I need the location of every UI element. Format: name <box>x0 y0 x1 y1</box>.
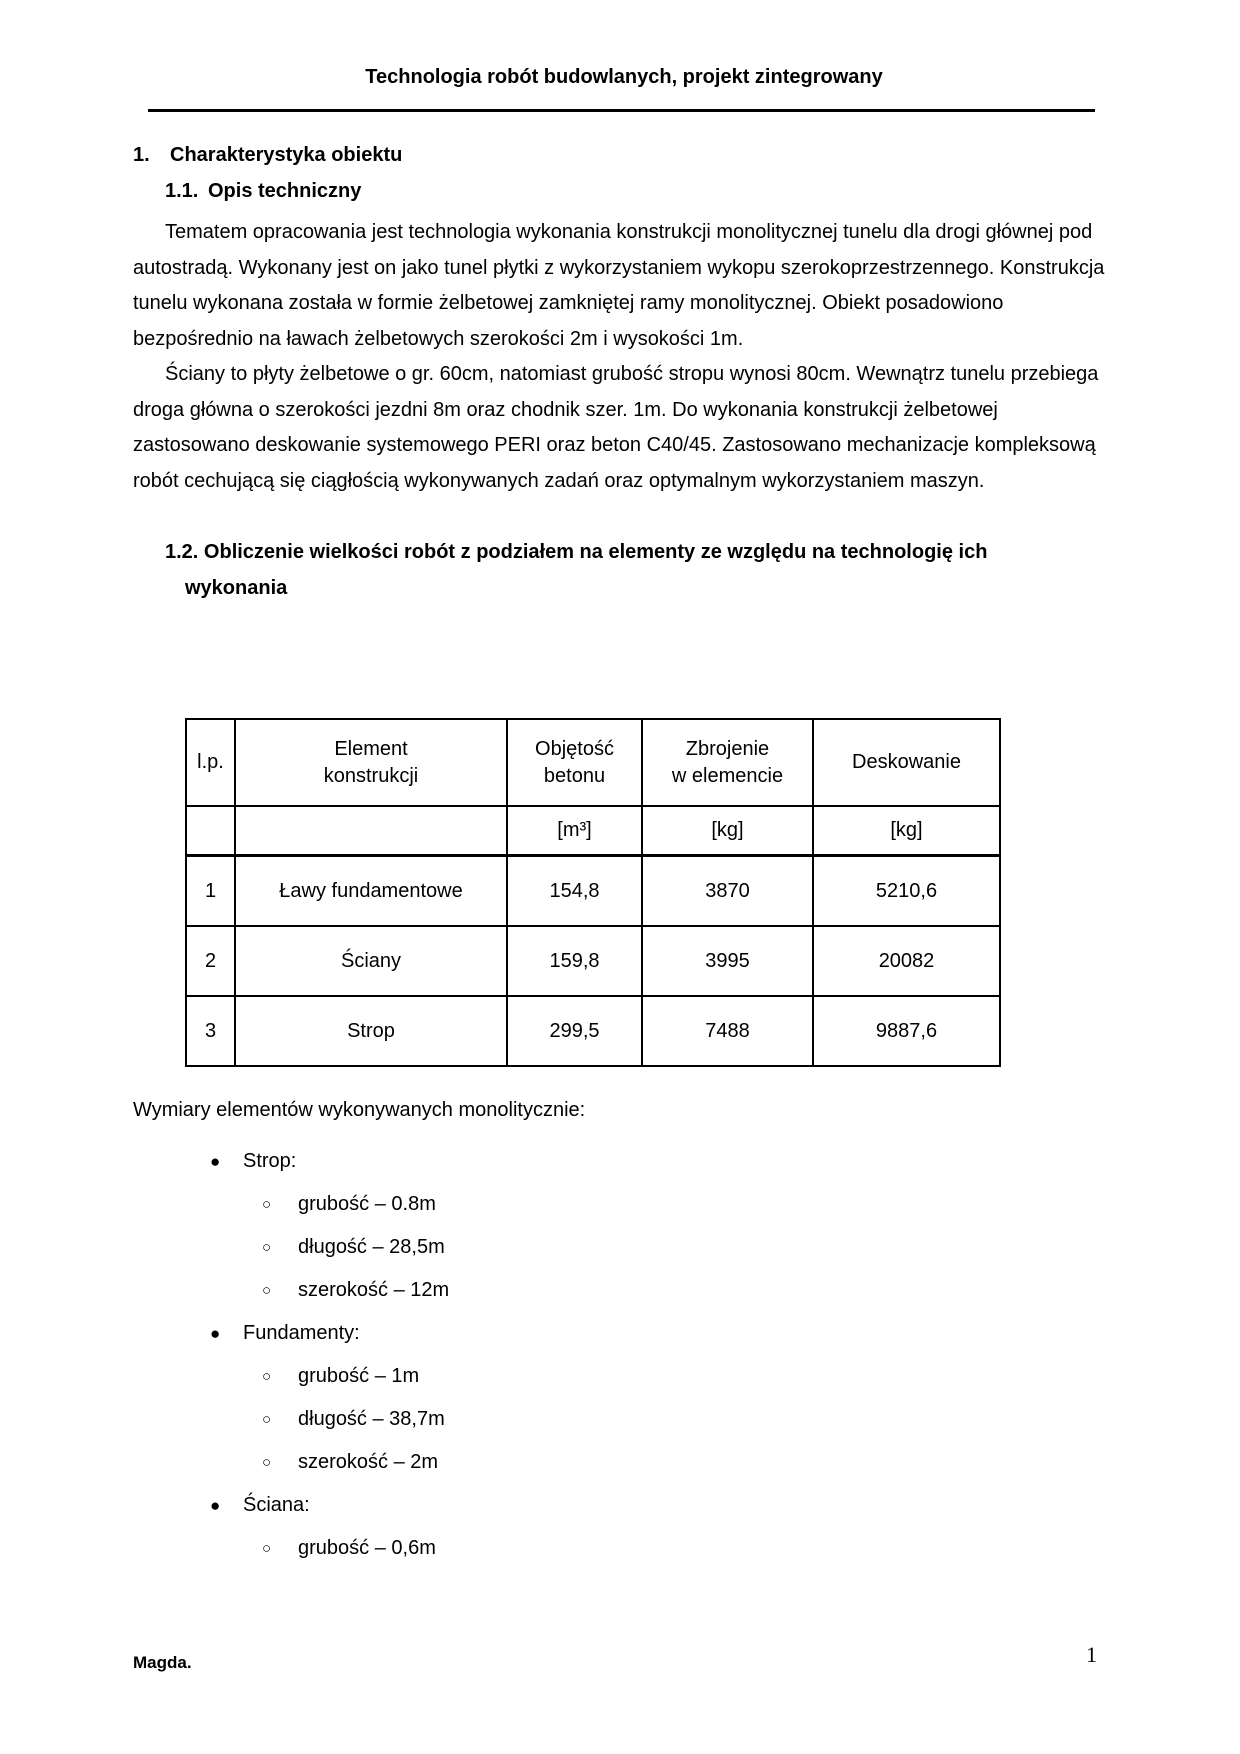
table-units-row <box>186 806 1000 856</box>
row-zbrojenie: 7488 <box>642 996 813 1066</box>
list-item <box>133 1527 1115 1570</box>
row-number: 3 <box>186 996 235 1066</box>
table-row <box>186 996 1000 1066</box>
section-1-heading <box>133 140 1115 170</box>
list-item-label: długość – 38,7m <box>298 1408 445 1430</box>
footer-author: Magda. <box>133 1653 192 1672</box>
dimensions-list <box>133 1140 1115 1570</box>
list-item <box>133 1226 1115 1269</box>
table-unit-objetosc: [m³] <box>507 806 642 856</box>
row-objetosc: 154,8 <box>507 856 642 927</box>
circle-bullet-icon: ○ <box>262 1454 272 1471</box>
bullet-icon: ● <box>210 1324 221 1343</box>
table-unit-lp <box>186 806 235 856</box>
quantities-table <box>185 718 1001 1067</box>
section-1-1-number: 1.1. <box>165 180 199 202</box>
row-zbrojenie: 3995 <box>642 926 813 996</box>
list-item <box>133 1484 1115 1527</box>
page-header-title: Technologia robót budowlanych, projekt zintegrowany <box>365 66 883 88</box>
circle-bullet-icon: ○ <box>262 1282 272 1299</box>
section-1-2-number: 1.2. <box>165 541 199 563</box>
row-element: Ławy fundamentowe <box>235 856 507 927</box>
circle-bullet-icon: ○ <box>262 1239 272 1256</box>
list-item-label: szerokość – 12m <box>298 1279 450 1301</box>
table-header-objetosc: Objętość betonu <box>507 719 642 806</box>
section-1-2-heading <box>133 535 1085 606</box>
list-item <box>133 1355 1115 1398</box>
section-1-2-title: Obliczenie wielkości robót z podziałem na elementy ze względu na technologię ich wykonania <box>185 541 988 599</box>
table-unit-zbrojenie: [kg] <box>642 806 813 856</box>
table-header-lp: l.p. <box>186 719 235 806</box>
list-item-label: Fundamenty: <box>243 1322 360 1344</box>
dimensions-intro: Wymiary elementów wykonywanych monolitycznie: <box>133 1099 586 1121</box>
row-objetosc: 159,8 <box>507 926 642 996</box>
row-deskowanie: 5210,6 <box>813 856 1000 927</box>
list-item-label: długość – 28,5m <box>298 1236 445 1258</box>
table-header-zbrojenie: Zbrojenie w elemencie <box>642 719 813 806</box>
list-item <box>133 1183 1115 1226</box>
list-item-label: Strop: <box>243 1150 297 1172</box>
table-row <box>186 926 1000 996</box>
circle-bullet-icon: ○ <box>262 1368 272 1385</box>
row-element: Ściany <box>235 926 507 996</box>
bullet-icon: ● <box>210 1152 221 1171</box>
section-1-number: 1. <box>133 144 150 166</box>
list-item-label: Ściana: <box>243 1494 310 1516</box>
list-item <box>133 1140 1115 1183</box>
circle-bullet-icon: ○ <box>262 1196 272 1213</box>
row-objetosc: 299,5 <box>507 996 642 1066</box>
table-header-row <box>186 719 1000 806</box>
circle-bullet-icon: ○ <box>262 1540 272 1557</box>
row-number: 1 <box>186 856 235 927</box>
list-item <box>133 1269 1115 1312</box>
table-row <box>186 856 1000 927</box>
row-number: 2 <box>186 926 235 996</box>
list-item <box>133 1441 1115 1484</box>
list-item <box>133 1398 1115 1441</box>
list-item <box>133 1312 1115 1355</box>
list-item-label: grubość – 0,6m <box>298 1537 436 1559</box>
table-unit-deskowanie: [kg] <box>813 806 1000 856</box>
list-item-label: grubość – 1m <box>298 1365 420 1387</box>
header-divider <box>148 109 1095 112</box>
section-1-1-heading <box>133 176 1115 206</box>
section-1-1-title: Opis techniczny <box>208 180 362 202</box>
table-header-deskowanie: Deskowanie <box>813 719 1000 806</box>
table-header-element: Element konstrukcji <box>235 719 507 806</box>
list-item-label: grubość – 0.8m <box>298 1193 436 1215</box>
row-zbrojenie: 3870 <box>642 856 813 927</box>
circle-bullet-icon: ○ <box>262 1411 272 1428</box>
paragraph-opis-2: Ściany to płyty żelbetowe o gr. 60cm, natomiast grubość stropu wynosi 80cm. Wewnątrz tunelu przebiega droga główna o szerokości jezdni 8m oraz chodnik szer. 1m. Do wykonania konstrukcji żelbetowej zastosowano deskowanie systemowego PERI oraz beton C40/45. Zastosowano mechanizacje kompleksową robót cechującą się ciągłością wykonywanych zadań oraz optymalnym wykorzystaniem maszyn. <box>133 363 1099 492</box>
paragraph-opis-1: Tematem opracowania jest technologia wykonania konstrukcji monolitycznej tunelu dla drogi głównej pod autostradą. Wykonany jest on jako tunel płytki z wykorzystaniem wykopu szerokoprzestrzennego. Konstrukcja tunelu wykonana została w formie żelbetowej zamkniętej ramy monolitycznej. Obiekt posadowiono bezpośrednio na ławach żelbetowych szerokości 2m i wysokości 1m. <box>133 221 1105 350</box>
row-deskowanie: 20082 <box>813 926 1000 996</box>
list-item-label: szerokość – 2m <box>298 1451 439 1473</box>
row-element: Strop <box>235 996 507 1066</box>
bullet-icon: ● <box>210 1496 221 1515</box>
table-unit-element <box>235 806 507 856</box>
section-1-title: Charakterystyka obiektu <box>170 144 403 166</box>
page-number: 1 <box>1086 1642 1097 1667</box>
row-deskowanie: 9887,6 <box>813 996 1000 1066</box>
